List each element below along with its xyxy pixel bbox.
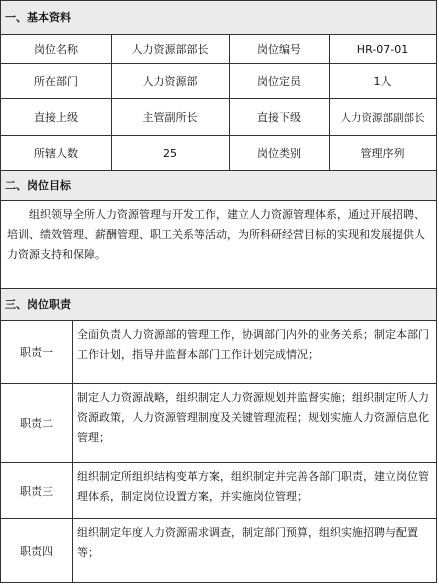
duty-text: 组织制定所组织结构变革方案，组织制定并完善各部门职责，建立岗位管理体系，制定岗位设置方案，并实施岗位管理； [77,470,429,503]
duty-row [0,320,437,383]
section-duties-header [0,288,437,320]
duty-row [0,383,437,462]
section-duties-title: 三、岗位职责 [5,297,71,311]
info-row [0,135,437,170]
duty-label: 职责二 [1,384,73,462]
info-label: 岗位定员 [257,75,301,88]
info-value: 管理序列 [360,147,405,160]
info-label: 直接上级 [34,111,78,124]
info-value: 主管副所长 [142,111,198,124]
info-label: 岗位编号 [257,43,301,56]
info-label: 岗位类别 [257,147,301,160]
info-label: 岗位名称 [34,43,78,56]
info-value: 1人 [373,75,392,88]
info-label: 所在部门 [34,75,78,88]
duty-text: 组织制定年度人力资源需求调查，制定部门预算，组织实施招聘与配置等； [77,526,418,559]
section-basic-info-header [0,0,437,34]
section-basic-info-title: 一、基本资料 [5,10,71,24]
info-value: HR-07-01 [356,42,409,56]
info-value: 人力资源部部长 [131,43,209,56]
info-row [0,98,437,135]
goal-paragraph-box [0,200,437,288]
duty-row [0,462,437,518]
info-row [0,63,437,98]
info-value: 人力资源部副部长 [340,111,425,124]
duty-text: 全面负责人力资源部的管理工作，协调部门内外的业务关系；制定本部门工作计划，指导并监督本部门工作计划完成情况； [77,328,429,361]
goal-paragraph: 组织领导全所人力资源管理与开发工作，建立人力资源管理体系，通过开展招聘、培训、绩效管理、薪酬管理、职工关系等活动，为所科研经营目标的实现和发展提供人力资源支持和保障。 [7,208,425,261]
info-row [0,34,437,63]
duty-row [0,518,437,583]
section-goal-title: 二、岗位目标 [5,178,71,192]
duty-label: 职责三 [1,463,73,518]
duty-label: 职责四 [1,519,73,583]
section-goal-header [0,170,437,200]
info-value: 人力资源部 [142,75,198,88]
info-label: 所辖人数 [34,147,78,160]
info-label: 直接下级 [257,111,301,124]
duty-label: 职责一 [1,321,73,383]
info-value: 25 [163,146,177,160]
duty-text: 制定人力资源战略，组织制定人力资源规划并监督实施；组织制定所人力资源政策，人力资源管理制度及关键管理流程；规划实施人力资源信息化管理； [77,391,429,444]
